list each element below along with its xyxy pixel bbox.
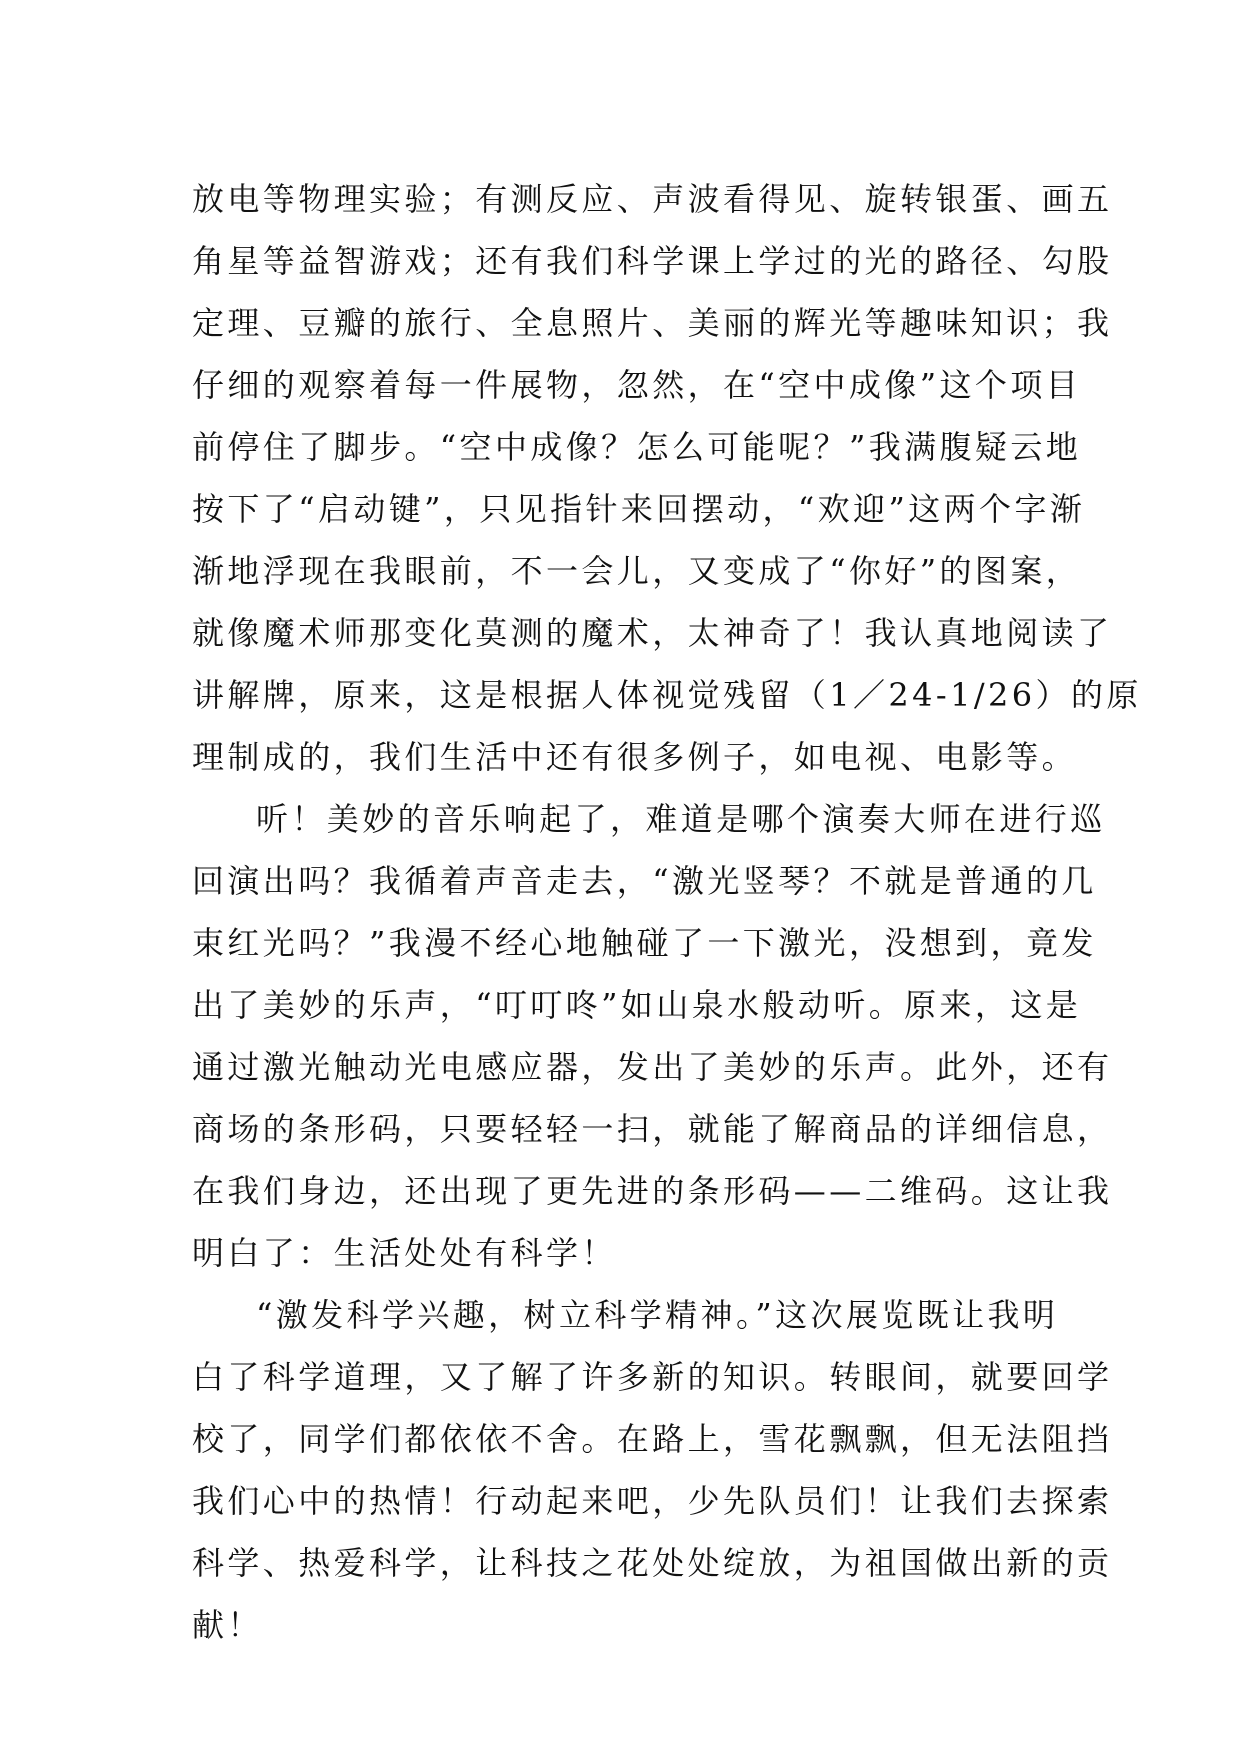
text-line: 校了，同学们都依依不舍。在路上，雪花飘飘，但无法阻挡 [192, 1420, 1113, 1458]
text-line: 通过激光触动光电感应器，发出了美妙的乐声。此外，还有 [192, 1048, 1113, 1086]
text-line: 献！ [192, 1606, 263, 1644]
text-line: 明白了：生活处处有科学！ [192, 1234, 617, 1272]
paragraph-2 [192, 788, 1113, 1284]
text-line: 听！美妙的音乐响起了，难道是哪个演奏大师在进行巡 [256, 800, 1106, 838]
text-line: 白了科学道理，又了解了许多新的知识。转眼间，就要回学 [192, 1358, 1113, 1396]
text-line: 科学、热爱科学，让科技之花处处绽放，为祖国做出新的贡 [192, 1544, 1113, 1582]
text-line: 出了美妙的乐声，“叮叮咚”如山泉水般动听。原来，这是 [192, 986, 1082, 1024]
text-line: 束红光吗？”我漫不经心地触碰了一下激光，没想到，竟发 [192, 924, 1097, 962]
article-body [192, 168, 1142, 1656]
text-line: 就像魔术师那变化莫测的魔术，太神奇了！我认真地阅读了 [192, 614, 1113, 652]
text-line: 定理、豆瓣的旅行、全息照片、美丽的辉光等趣味知识；我 [192, 304, 1113, 342]
paragraph-1 [192, 168, 1142, 788]
text-line: 仔细的观察着每一件展物，忽然，在“空中成像”这个项目 [192, 366, 1082, 404]
paragraph-3 [192, 1284, 1113, 1656]
text-line: 放电等物理实验；有测反应、声波看得见、旋转银蛋、画五 [192, 180, 1113, 218]
text-line: 我们心中的热情！行动起来吧，少先队员们！让我们去探索 [192, 1482, 1113, 1520]
text-line: 角星等益智游戏；还有我们科学课上学过的光的路径、勾股 [192, 242, 1113, 280]
text-line: 在我们身边，还出现了更先进的条形码——二维码。这让我 [192, 1172, 1113, 1210]
text-line: 回演出吗？我循着声音走去，“激光竖琴？不就是普通的几 [192, 862, 1097, 900]
text-line: 理制成的，我们生活中还有很多例子，如电视、电影等。 [192, 738, 1078, 776]
text-line: 讲解牌，原来，这是根据人体视觉残留（1／24-1/26）的原 [192, 676, 1142, 714]
text-line: 渐地浮现在我眼前，不一会儿，又变成了“你好”的图案， [192, 552, 1082, 590]
text-line: 按下了“启动键”，只见指针来回摆动，“欢迎”这两个字渐 [192, 490, 1086, 528]
text-line: 商场的条形码，只要轻轻一扫，就能了解商品的详细信息， [192, 1110, 1113, 1148]
text-line: 前停住了脚步。“空中成像？怎么可能呢？”我满腹疑云地 [192, 428, 1082, 466]
text-line: “激发科学兴趣，树立科学精神。”这次展览既让我明 [256, 1296, 1059, 1334]
